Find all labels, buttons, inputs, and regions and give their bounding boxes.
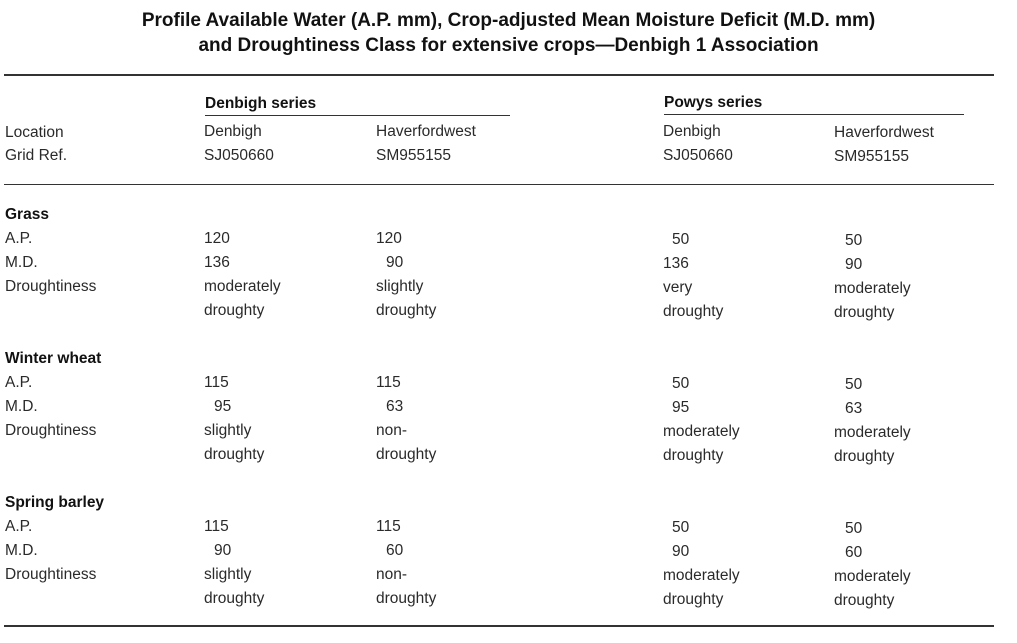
grid-ref-cell: SM955155 (376, 147, 451, 164)
crop-heading-spring-barley: Spring barley (5, 494, 105, 511)
table-title (0, 8, 1017, 58)
droughtiness-cell-line-2: droughty (204, 302, 265, 319)
value-cell: 95 (672, 399, 690, 416)
value-cell: 50 (845, 232, 863, 249)
value-cell: 120 (204, 230, 230, 247)
value-cell: 120 (376, 230, 402, 247)
value-cell: 136 (663, 255, 689, 272)
droughtiness-cell: moderately (663, 567, 740, 584)
value-cell: 95 (214, 398, 232, 415)
value-cell: 50 (845, 376, 863, 393)
droughtiness-cell: slightly (204, 566, 252, 583)
value-cell: 63 (386, 398, 404, 415)
value-cell: 90 (845, 256, 863, 273)
crop-heading-grass: Grass (5, 206, 49, 223)
droughtiness-cell: moderately (204, 278, 281, 295)
row-label-droughtiness: Droughtiness (5, 566, 97, 583)
location-cell: Denbigh (204, 123, 262, 140)
row-label-droughtiness: Droughtiness (5, 278, 97, 295)
value-cell: 115 (376, 374, 401, 391)
grid-ref-cell: SJ050660 (663, 147, 733, 164)
value-cell: 60 (845, 544, 863, 561)
series-header-powys: Powys series (664, 94, 763, 111)
row-label-md: M.D. (5, 398, 38, 415)
value-cell: 50 (672, 231, 690, 248)
table-title-line-2: and Droughtiness Class for extensive crops—Denbigh 1 Association (198, 35, 819, 56)
droughtiness-cell: moderately (834, 280, 911, 297)
droughtiness-cell: non- (376, 422, 408, 439)
row-label-ap: A.P. (5, 374, 33, 391)
droughtiness-cell: very (663, 279, 693, 296)
droughtiness-cell-line-2: droughty (204, 590, 265, 607)
series-header-denbigh: Denbigh series (205, 95, 317, 112)
value-cell: 136 (204, 254, 230, 271)
row-label-location: Location (5, 124, 64, 141)
droughtiness-cell-line-2: droughty (663, 447, 724, 464)
value-cell: 60 (386, 542, 404, 559)
droughtiness-cell: moderately (834, 568, 911, 585)
droughtiness-cell: non- (376, 566, 408, 583)
row-label-md: M.D. (5, 542, 38, 559)
droughtiness-cell: slightly (204, 422, 252, 439)
row-label-md: M.D. (5, 254, 38, 271)
value-cell: 50 (672, 375, 690, 392)
droughtiness-cell-line-2: droughty (204, 446, 265, 463)
droughtiness-cell-line-2: droughty (376, 590, 437, 607)
droughtiness-cell-line-2: droughty (663, 303, 724, 320)
powys-series-underline (664, 114, 964, 115)
row-label-grid-ref: Grid Ref. (5, 147, 68, 164)
value-cell: 115 (204, 518, 229, 535)
droughtiness-cell-line-2: droughty (376, 302, 437, 319)
droughtiness-cell-line-2: droughty (834, 592, 895, 609)
droughtiness-cell: moderately (663, 423, 740, 440)
value-cell: 50 (845, 520, 863, 537)
value-cell: 90 (214, 542, 232, 559)
row-label-ap: A.P. (5, 518, 33, 535)
bottom-rule (4, 625, 994, 627)
value-cell: 63 (845, 400, 863, 417)
droughtiness-cell-line-2: droughty (834, 304, 895, 321)
row-label-droughtiness: Droughtiness (5, 422, 97, 439)
table-title-line-1: Profile Available Water (A.P. mm), Crop-adjusted Mean Moisture Deficit (M.D. mm) (141, 10, 876, 31)
droughtiness-cell-line-2: droughty (663, 591, 724, 608)
location-cell: Denbigh (663, 123, 721, 140)
value-cell: 115 (376, 518, 401, 535)
droughtiness-cell: moderately (834, 424, 911, 441)
location-cell: Haverfordwest (376, 123, 476, 140)
top-rule (4, 74, 994, 76)
value-cell: 90 (386, 254, 404, 271)
location-cell: Haverfordwest (834, 124, 934, 141)
droughtiness-cell-line-2: droughty (376, 446, 437, 463)
row-label-ap: A.P. (5, 230, 33, 247)
grid-ref-cell: SJ050660 (204, 147, 274, 164)
value-cell: 115 (204, 374, 229, 391)
header-rule (4, 184, 994, 185)
crop-heading-winter-wheat: Winter wheat (5, 350, 102, 367)
droughtiness-cell: slightly (376, 278, 424, 295)
value-cell: 90 (672, 543, 690, 560)
denbigh-series-underline (205, 115, 510, 116)
droughtiness-cell-line-2: droughty (834, 448, 895, 465)
grid-ref-cell: SM955155 (834, 148, 909, 165)
value-cell: 50 (672, 519, 690, 536)
